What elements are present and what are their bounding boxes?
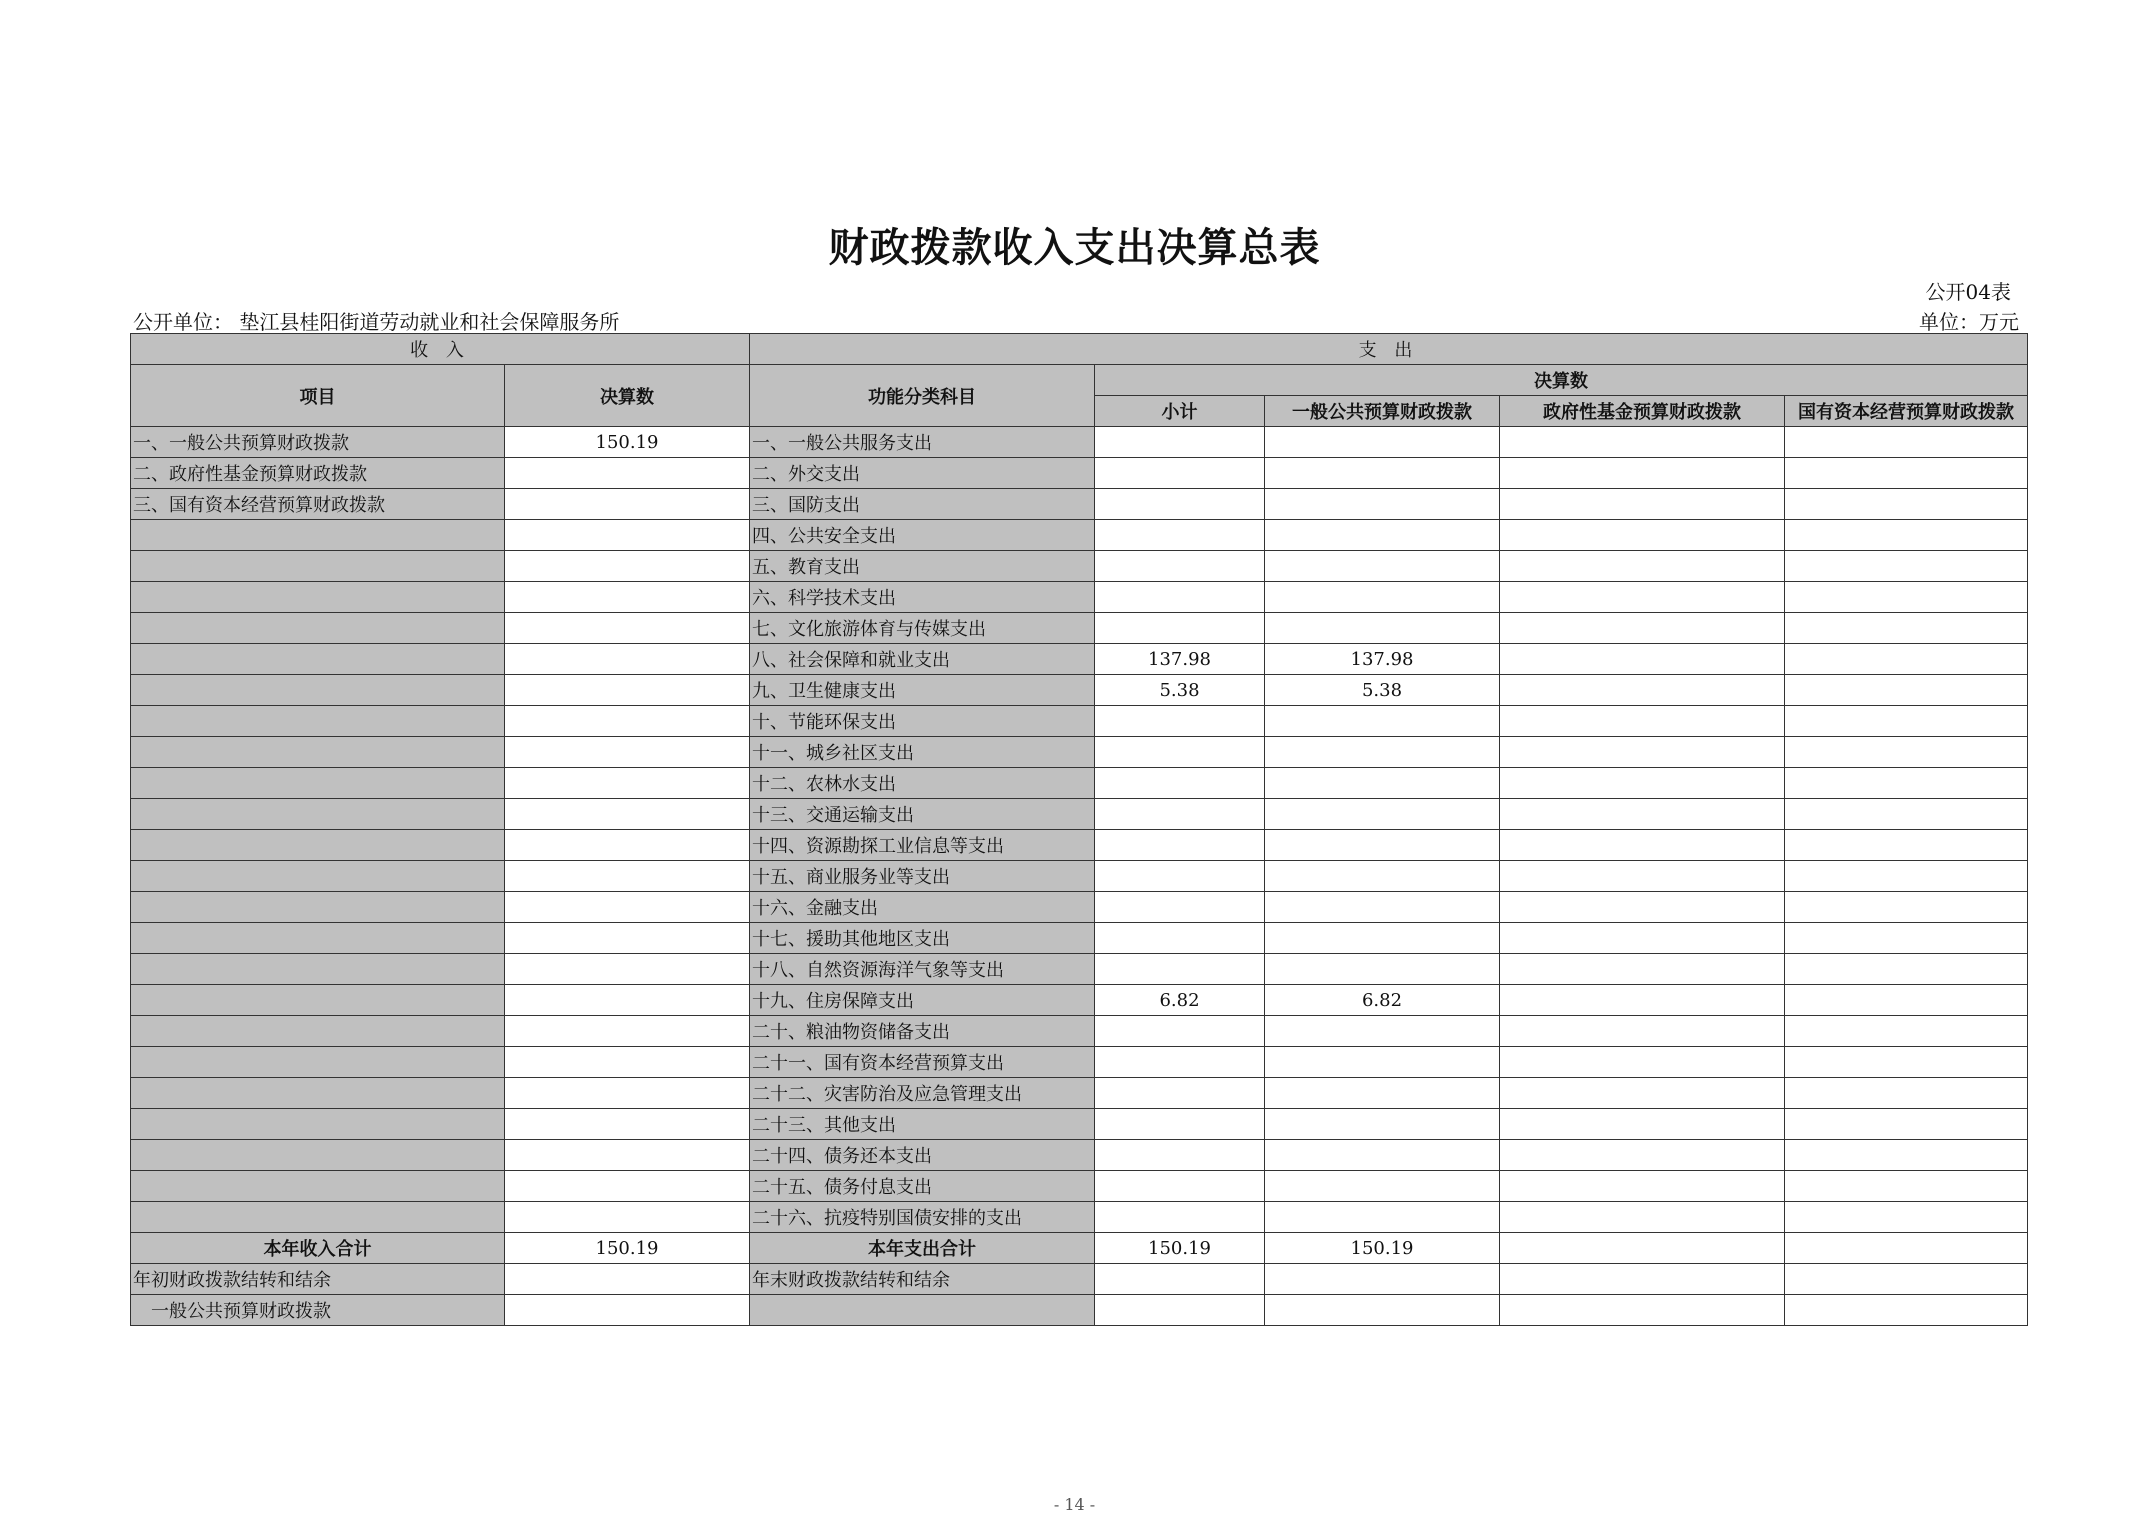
income-item-cell (131, 892, 505, 923)
state-capital-cell (1785, 1047, 2028, 1078)
gov-fund-cell (1500, 1171, 1785, 1202)
income-value-cell (505, 799, 750, 830)
general-budget-cell (1265, 489, 1500, 520)
table-row (131, 799, 2028, 830)
state-capital-cell (1785, 706, 2028, 737)
function-category-cell: 十、节能环保支出 (750, 706, 1095, 737)
income-value-cell (505, 737, 750, 768)
income-value-cell (505, 1109, 750, 1140)
state-capital-cell (1785, 954, 2028, 985)
subtotal-cell (1095, 830, 1265, 861)
general-budget-cell (1265, 1109, 1500, 1140)
subtotal-cell (1095, 489, 1265, 520)
table-row (131, 1171, 2028, 1202)
page-number: - 14 - (1053, 1495, 1096, 1514)
income-item-cell (131, 1171, 505, 1202)
state-capital-cell (1785, 458, 2028, 489)
general-budget-cell (1265, 1140, 1500, 1171)
table-row (131, 1016, 2028, 1047)
gov-fund-cell (1500, 1202, 1785, 1233)
expense-total-label: 本年支出合计 (750, 1233, 1095, 1264)
carry-begin-value (505, 1264, 750, 1295)
header-row-1 (131, 334, 2028, 365)
subtotal-header: 小计 (1095, 396, 1265, 427)
income-value-cell (505, 830, 750, 861)
carry-general-value (505, 1295, 750, 1326)
function-category-cell: 二十六、抗疫特别国债安排的支出 (750, 1202, 1095, 1233)
function-category-cell: 二十、粮油物资储备支出 (750, 1016, 1095, 1047)
table-row (131, 1140, 2028, 1171)
state-capital-cell (1785, 861, 2028, 892)
income-item-cell (131, 737, 505, 768)
func-header: 功能分类科目 (750, 365, 1095, 427)
gov-fund-cell (1500, 489, 1785, 520)
income-value-cell (505, 1047, 750, 1078)
function-category-cell: 十四、资源勘探工业信息等支出 (750, 830, 1095, 861)
carry-begin-label: 年初财政拨款结转和结余 (131, 1264, 505, 1295)
table-row (131, 923, 2028, 954)
table-row (131, 830, 2028, 861)
table-row (131, 427, 2028, 458)
function-category-cell: 二十三、其他支出 (750, 1109, 1095, 1140)
final-header-2: 决算数 (1095, 365, 2028, 396)
income-total-value: 150.19 (505, 1233, 750, 1264)
general-budget-cell: 137.98 (1265, 644, 1500, 675)
carry-general-func (750, 1295, 1095, 1326)
function-category-cell: 七、文化旅游体育与传媒支出 (750, 613, 1095, 644)
income-item-cell: 三、国有资本经营预算财政拨款 (131, 489, 505, 520)
general-budget-cell (1265, 861, 1500, 892)
gov-fund-cell (1500, 644, 1785, 675)
table-row (131, 1109, 2028, 1140)
income-item-cell: 二、政府性基金预算财政拨款 (131, 458, 505, 489)
carry-general-row (131, 1295, 2028, 1326)
income-value-cell (505, 613, 750, 644)
function-category-cell: 八、社会保障和就业支出 (750, 644, 1095, 675)
income-item-cell (131, 675, 505, 706)
gov-fund-cell (1500, 675, 1785, 706)
reporting-unit: 公开单位： 垫江县桂阳街道劳动就业和社会保障服务所 (133, 310, 620, 334)
subtotal-cell (1095, 520, 1265, 551)
subtotal-cell (1095, 1202, 1265, 1233)
gov-fund-cell (1500, 954, 1785, 985)
expense-total-general: 150.19 (1265, 1233, 1500, 1264)
function-category-cell: 四、公共安全支出 (750, 520, 1095, 551)
income-value-cell (505, 892, 750, 923)
general-budget-cell (1265, 1047, 1500, 1078)
state-capital-cell (1785, 520, 2028, 551)
general-budget-cell (1265, 582, 1500, 613)
state-capital-cell (1785, 1202, 2028, 1233)
general-budget-cell (1265, 1171, 1500, 1202)
table-row (131, 892, 2028, 923)
state-capital-cell (1785, 768, 2028, 799)
table-row (131, 675, 2028, 706)
income-value-cell (505, 582, 750, 613)
gov-fund-cell (1500, 551, 1785, 582)
income-item-cell (131, 1078, 505, 1109)
expense-total-state-capital (1785, 1233, 2028, 1264)
function-category-cell: 五、教育支出 (750, 551, 1095, 582)
item-header: 项目 (131, 365, 505, 427)
table-row (131, 1078, 2028, 1109)
table-row (131, 582, 2028, 613)
state-capital-cell (1785, 1109, 2028, 1140)
function-category-cell: 一、一般公共服务支出 (750, 427, 1095, 458)
gov-fund-cell (1500, 706, 1785, 737)
form-number: 公开04表 (1925, 280, 2011, 304)
gov-fund-cell (1500, 830, 1785, 861)
income-item-cell (131, 923, 505, 954)
gov-fund-cell (1500, 923, 1785, 954)
income-item-cell (131, 644, 505, 675)
subtotal-cell (1095, 1109, 1265, 1140)
state-capital-cell (1785, 892, 2028, 923)
gov-fund-cell (1500, 861, 1785, 892)
income-value-cell (505, 1140, 750, 1171)
gov-fund-cell (1500, 1047, 1785, 1078)
carry-end-state-capital (1785, 1264, 2028, 1295)
function-category-cell: 十七、援助其他地区支出 (750, 923, 1095, 954)
function-category-cell: 十二、农林水支出 (750, 768, 1095, 799)
state-capital-cell (1785, 923, 2028, 954)
carry-general-subtotal (1095, 1295, 1265, 1326)
totals-row (131, 1233, 2028, 1264)
carry-row (131, 1264, 2028, 1295)
general-budget-cell (1265, 520, 1500, 551)
function-category-cell: 十五、商业服务业等支出 (750, 861, 1095, 892)
income-value-cell (505, 489, 750, 520)
gov-fund-cell (1500, 799, 1785, 830)
general-budget-cell (1265, 1078, 1500, 1109)
general-budget-cell (1265, 458, 1500, 489)
table-row (131, 706, 2028, 737)
table-row (131, 768, 2028, 799)
income-total-label: 本年收入合计 (131, 1233, 505, 1264)
income-item-cell (131, 582, 505, 613)
income-value-cell: 150.19 (505, 427, 750, 458)
general-budget-cell (1265, 799, 1500, 830)
general-budget-cell (1265, 551, 1500, 582)
state-capital-cell (1785, 737, 2028, 768)
subtotal-cell (1095, 1140, 1265, 1171)
subtotal-cell (1095, 1171, 1265, 1202)
state-capital-cell (1785, 1078, 2028, 1109)
income-item-cell (131, 985, 505, 1016)
income-item-cell (131, 551, 505, 582)
income-item-cell (131, 706, 505, 737)
state-capital-cell (1785, 1016, 2028, 1047)
table-row (131, 1047, 2028, 1078)
state-capital-cell (1785, 799, 2028, 830)
income-item-cell (131, 613, 505, 644)
carry-end-gov-fund (1500, 1264, 1785, 1295)
state-capital-cell (1785, 1140, 2028, 1171)
function-category-cell: 六、科学技术支出 (750, 582, 1095, 613)
subtotal-cell (1095, 954, 1265, 985)
function-category-cell: 二、外交支出 (750, 458, 1095, 489)
carry-general-label: 一般公共预算财政拨款 (131, 1295, 505, 1326)
table-row (131, 861, 2028, 892)
unit-line (133, 306, 2019, 332)
gov-fund-cell (1500, 520, 1785, 551)
general-budget-cell (1265, 892, 1500, 923)
function-category-cell: 三、国防支出 (750, 489, 1095, 520)
general-budget-cell: 5.38 (1265, 675, 1500, 706)
income-item-cell (131, 861, 505, 892)
income-value-cell (505, 551, 750, 582)
income-item-cell (131, 1140, 505, 1171)
general-budget-cell (1265, 923, 1500, 954)
general-budget-cell (1265, 768, 1500, 799)
income-item-cell (131, 954, 505, 985)
subtotal-cell (1095, 613, 1265, 644)
table-row (131, 1202, 2028, 1233)
carry-general-gov-fund (1500, 1295, 1785, 1326)
function-category-cell: 十一、城乡社区支出 (750, 737, 1095, 768)
table-row (131, 489, 2028, 520)
carry-end-general (1265, 1264, 1500, 1295)
table-row (131, 954, 2028, 985)
general-budget-cell (1265, 427, 1500, 458)
income-value-cell (505, 675, 750, 706)
income-header: 收 入 (131, 334, 750, 365)
gov-fund-header: 政府性基金预算财政拨款 (1500, 396, 1785, 427)
function-category-cell: 十八、自然资源海洋气象等支出 (750, 954, 1095, 985)
state-capital-cell (1785, 582, 2028, 613)
final-header: 决算数 (505, 365, 750, 427)
income-value-cell (505, 1078, 750, 1109)
carry-end-subtotal (1095, 1264, 1265, 1295)
gov-fund-cell (1500, 582, 1785, 613)
gov-fund-cell (1500, 1140, 1785, 1171)
income-value-cell (505, 644, 750, 675)
budget-table (130, 333, 2028, 1326)
subtotal-cell (1095, 923, 1265, 954)
gov-fund-cell (1500, 1078, 1785, 1109)
subtotal-cell: 6.82 (1095, 985, 1265, 1016)
general-budget-cell (1265, 954, 1500, 985)
table-row (131, 737, 2028, 768)
income-item-cell (131, 830, 505, 861)
carry-end-label: 年末财政拨款结转和结余 (750, 1264, 1095, 1295)
expense-header: 支 出 (750, 334, 2028, 365)
general-budget-cell (1265, 613, 1500, 644)
income-value-cell (505, 768, 750, 799)
state-capital-cell (1785, 644, 2028, 675)
income-item-cell (131, 1109, 505, 1140)
function-category-cell: 二十一、国有资本经营预算支出 (750, 1047, 1095, 1078)
subtotal-cell (1095, 799, 1265, 830)
income-item-cell: 一、一般公共预算财政拨款 (131, 427, 505, 458)
general-budget-cell (1265, 706, 1500, 737)
function-category-cell: 十九、住房保障支出 (750, 985, 1095, 1016)
subtotal-cell (1095, 892, 1265, 923)
general-budget-cell (1265, 830, 1500, 861)
subtotal-cell (1095, 861, 1265, 892)
function-category-cell: 二十二、灾害防治及应急管理支出 (750, 1078, 1095, 1109)
state-capital-cell (1785, 1171, 2028, 1202)
subtotal-cell (1095, 768, 1265, 799)
table-row (131, 520, 2028, 551)
state-capital-cell (1785, 551, 2028, 582)
state-capital-header: 国有资本经营预算财政拨款 (1785, 396, 2028, 427)
table-row (131, 458, 2028, 489)
gov-fund-cell (1500, 768, 1785, 799)
state-capital-cell (1785, 675, 2028, 706)
general-budget-cell (1265, 1016, 1500, 1047)
function-category-cell: 十六、金融支出 (750, 892, 1095, 923)
subtotal-cell: 5.38 (1095, 675, 1265, 706)
gov-fund-cell (1500, 458, 1785, 489)
general-budget-cell (1265, 1202, 1500, 1233)
income-item-cell (131, 799, 505, 830)
general-budget-cell (1265, 737, 1500, 768)
income-item-cell (131, 1016, 505, 1047)
general-budget-header: 一般公共预算财政拨款 (1265, 396, 1500, 427)
gov-fund-cell (1500, 613, 1785, 644)
expense-total-gov-fund (1500, 1233, 1785, 1264)
table-body (131, 427, 2028, 1233)
gov-fund-cell (1500, 892, 1785, 923)
header-row-2 (131, 365, 2028, 396)
general-budget-cell: 6.82 (1265, 985, 1500, 1016)
subtotal-cell (1095, 1078, 1265, 1109)
state-capital-cell (1785, 985, 2028, 1016)
subtotal-cell (1095, 551, 1265, 582)
state-capital-cell (1785, 830, 2028, 861)
income-item-cell (131, 520, 505, 551)
subtotal-cell (1095, 1047, 1265, 1078)
subtotal-cell: 137.98 (1095, 644, 1265, 675)
income-value-cell (505, 985, 750, 1016)
income-item-cell (131, 1047, 505, 1078)
income-value-cell (505, 706, 750, 737)
subtotal-cell (1095, 1016, 1265, 1047)
table-row (131, 551, 2028, 582)
state-capital-cell (1785, 613, 2028, 644)
state-capital-cell (1785, 489, 2028, 520)
table-row (131, 644, 2028, 675)
function-category-cell: 二十四、债务还本支出 (750, 1140, 1095, 1171)
page-title: 财政拨款收入支出决算总表 (828, 225, 1321, 271)
income-value-cell (505, 1171, 750, 1202)
subtotal-cell (1095, 737, 1265, 768)
currency-unit: 单位：万元 (1919, 310, 2019, 334)
income-value-cell (505, 861, 750, 892)
function-category-cell: 九、卫生健康支出 (750, 675, 1095, 706)
income-value-cell (505, 520, 750, 551)
state-capital-cell (1785, 427, 2028, 458)
income-value-cell (505, 1016, 750, 1047)
gov-fund-cell (1500, 985, 1785, 1016)
carry-general-general (1265, 1295, 1500, 1326)
gov-fund-cell (1500, 1016, 1785, 1047)
carry-general-state-capital (1785, 1295, 2028, 1326)
subtotal-cell (1095, 458, 1265, 489)
expense-total-subtotal: 150.19 (1095, 1233, 1265, 1264)
income-item-cell (131, 1202, 505, 1233)
table-row (131, 613, 2028, 644)
income-value-cell (505, 954, 750, 985)
function-category-cell: 十三、交通运输支出 (750, 799, 1095, 830)
income-value-cell (505, 458, 750, 489)
income-value-cell (505, 1202, 750, 1233)
income-value-cell (505, 923, 750, 954)
function-category-cell: 二十五、债务付息支出 (750, 1171, 1095, 1202)
gov-fund-cell (1500, 737, 1785, 768)
subtotal-cell (1095, 706, 1265, 737)
subtotal-cell (1095, 427, 1265, 458)
gov-fund-cell (1500, 427, 1785, 458)
subtotal-cell (1095, 582, 1265, 613)
income-item-cell (131, 768, 505, 799)
gov-fund-cell (1500, 1109, 1785, 1140)
table-row (131, 985, 2028, 1016)
